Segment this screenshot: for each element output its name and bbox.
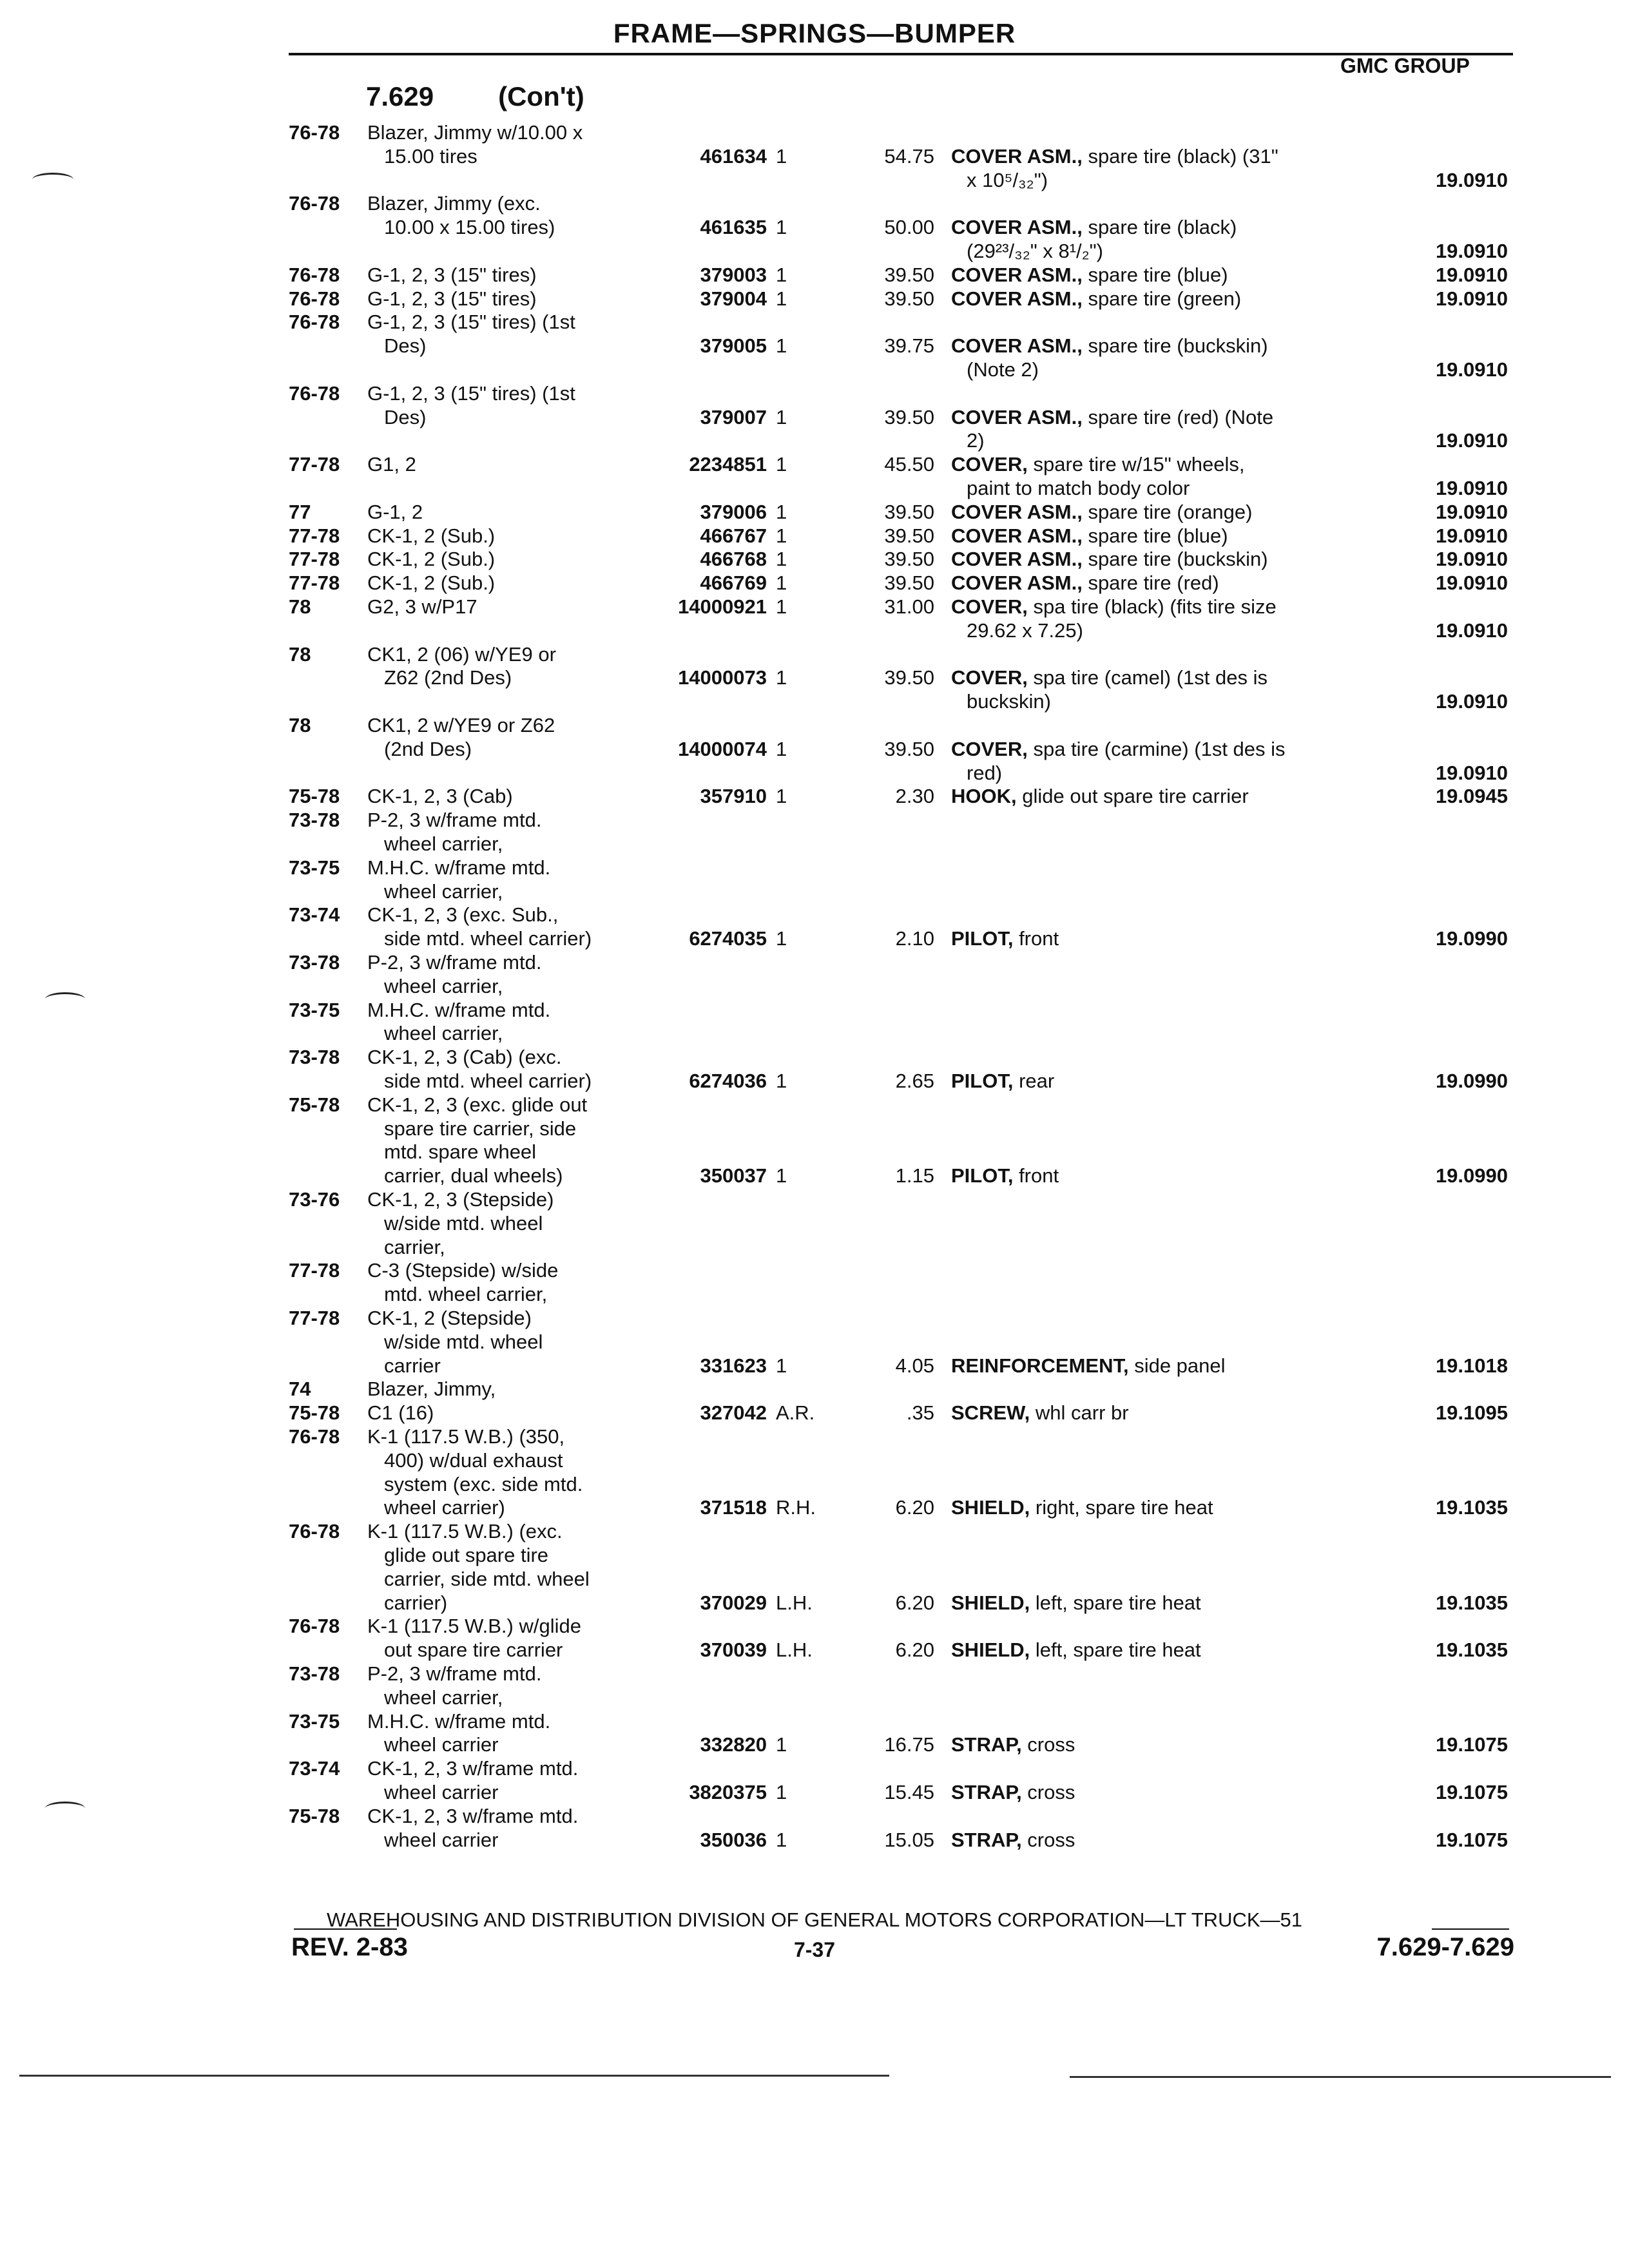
- row-year: 76-78: [289, 311, 340, 334]
- row-year: 73-75: [289, 998, 340, 1021]
- row-part-name-bold: COVER,: [951, 453, 1028, 476]
- row-application: CK-1, 2, 3 (exc. Sub.,: [367, 903, 559, 927]
- row-price: 15.05: [884, 1828, 934, 1851]
- row-year: 77-78: [289, 524, 340, 547]
- row-year: 77: [289, 500, 311, 523]
- row-part-name-bold: SHIELD,: [951, 1591, 1030, 1614]
- row-part-name-cont: x 10⁵/₃₂"): [967, 168, 1048, 191]
- row-application: w/side mtd. wheel: [384, 1211, 543, 1235]
- scan-edge-line: [1070, 2076, 1611, 2078]
- row-application: G-1, 2, 3 (15" tires) (1st: [367, 311, 575, 334]
- row-group-number: 19.0945: [1435, 785, 1508, 808]
- row-part-number: 6274035: [689, 927, 767, 950]
- row-part-name-cont: (29²³/₃₂" x 8¹/₂"): [967, 240, 1103, 262]
- row-part-name: SHIELD, left, spare tire heat: [951, 1591, 1201, 1614]
- row-application: K-1 (117.5 W.B.) w/glide: [367, 1615, 581, 1638]
- row-year: 73-74: [289, 903, 340, 927]
- row-part-name-bold: COVER ASM.,: [951, 524, 1083, 547]
- row-part-name-bold: COVER,: [951, 595, 1028, 618]
- footer-rule-right: [1432, 1928, 1509, 1930]
- row-part-name-bold: HOOK,: [951, 785, 1017, 808]
- row-application: G-1, 2, 3 (15" tires): [367, 287, 537, 310]
- row-application: wheel carrier: [384, 1781, 499, 1803]
- row-part-name: COVER, spa tire (black) (fits tire size: [951, 595, 1277, 618]
- row-quantity: 1: [776, 334, 787, 358]
- row-year: 73-75: [289, 1709, 340, 1733]
- row-application: CK-1, 2, 3 (Cab) (exc.: [367, 1046, 562, 1069]
- row-group-number: 19.1035: [1435, 1496, 1508, 1519]
- row-part-number: 461634: [700, 144, 767, 168]
- row-application: CK-1, 2 (Stepside): [367, 1307, 532, 1329]
- row-group-number: 19.0990: [1435, 1164, 1508, 1187]
- row-quantity: 1: [776, 737, 787, 760]
- row-part-number: 370039: [700, 1639, 767, 1662]
- binder-hole-mark: [45, 1802, 85, 1815]
- row-part-number: 379005: [700, 334, 767, 358]
- row-part-name: COVER ASM., spare tire (blue): [951, 263, 1228, 286]
- row-part-name-bold: PILOT,: [951, 1164, 1014, 1187]
- row-part-name-bold: COVER,: [951, 737, 1028, 760]
- row-application: M.H.C. w/frame mtd.: [367, 1709, 551, 1733]
- row-part-number: 379006: [700, 500, 767, 523]
- row-quantity: R.H.: [776, 1496, 816, 1519]
- row-part-name-cont: 29.62 x 7.25): [967, 619, 1083, 642]
- row-year: 76-78: [289, 287, 340, 310]
- row-application: G-1, 2, 3 (15" tires) (1st: [367, 381, 575, 405]
- row-application: spare tire carrier, side: [384, 1117, 577, 1140]
- row-part-name-bold: SHIELD,: [951, 1639, 1030, 1662]
- row-application: G1, 2: [367, 453, 416, 476]
- row-application: carrier,: [384, 1235, 445, 1258]
- row-part-number: 379003: [700, 263, 767, 286]
- row-part-name-bold: PILOT,: [951, 1070, 1014, 1092]
- row-part-name: PILOT, front: [951, 927, 1059, 950]
- row-quantity: 1: [776, 524, 787, 547]
- page-range: 7.629-7.629: [1376, 1933, 1514, 1961]
- row-part-name: COVER ASM., spare tire (green): [951, 287, 1242, 310]
- row-application: CK-1, 2, 3 w/frame mtd.: [367, 1804, 579, 1827]
- row-application: P-2, 3 w/frame mtd.: [367, 951, 542, 974]
- row-part-number: 350037: [700, 1164, 767, 1187]
- row-part-name-cont: buckskin): [967, 690, 1051, 713]
- row-part-number: 357910: [700, 785, 767, 808]
- row-application: G-1, 2, 3 (15" tires): [367, 263, 537, 286]
- row-quantity: 1: [776, 287, 787, 310]
- row-application: wheel carrier,: [384, 1022, 503, 1045]
- row-part-number: 2234851: [689, 453, 767, 476]
- row-quantity: 1: [776, 595, 787, 618]
- row-year: 78: [289, 595, 311, 618]
- row-application: G2, 3 w/P17: [367, 595, 477, 618]
- row-application: wheel carrier: [384, 1733, 499, 1756]
- row-application: out spare tire carrier: [384, 1639, 563, 1662]
- row-part-number: 327042: [700, 1401, 767, 1425]
- row-quantity: L.H.: [776, 1639, 813, 1662]
- row-part-name-bold: COVER ASM.,: [951, 263, 1083, 286]
- row-group-number: 19.0910: [1435, 287, 1508, 310]
- row-price: 1.15: [895, 1164, 934, 1187]
- row-group-number: 19.1075: [1435, 1781, 1508, 1803]
- row-part-name-bold: SHIELD,: [951, 1496, 1030, 1519]
- row-year: 76-78: [289, 192, 340, 215]
- row-group-number: 19.0910: [1435, 358, 1508, 381]
- row-application: C1 (16): [367, 1401, 434, 1425]
- row-quantity: 1: [776, 572, 787, 595]
- binder-hole-mark: [45, 992, 85, 1006]
- binder-hole-mark: [32, 173, 73, 186]
- page-number: 7-37: [793, 1938, 836, 1961]
- row-group-number: 19.0910: [1435, 690, 1508, 713]
- row-quantity: 1: [776, 548, 787, 571]
- row-group-number: 19.1075: [1435, 1733, 1508, 1756]
- row-quantity: 1: [776, 1733, 787, 1756]
- row-part-number: 331623: [700, 1354, 767, 1377]
- header-rule: [289, 53, 1513, 55]
- row-group-number: 19.1035: [1435, 1639, 1508, 1662]
- row-application: K-1 (117.5 W.B.) (350,: [367, 1425, 565, 1448]
- row-application: P-2, 3 w/frame mtd.: [367, 809, 542, 832]
- row-price: 2.65: [895, 1070, 934, 1092]
- row-part-name: SCREW, whl carr br: [951, 1401, 1129, 1425]
- row-part-number: 14000074: [678, 737, 767, 760]
- row-price: 39.50: [884, 500, 934, 523]
- row-quantity: 1: [776, 1828, 787, 1851]
- row-group-number: 19.0910: [1435, 429, 1508, 452]
- row-part-number: 332820: [700, 1733, 767, 1756]
- row-year: 76-78: [289, 1425, 340, 1448]
- row-application: C-3 (Stepside) w/side: [367, 1259, 559, 1282]
- row-group-number: 19.0910: [1435, 524, 1508, 547]
- row-application: Des): [384, 405, 427, 428]
- row-application: CK-1, 2, 3 (exc. glide out: [367, 1093, 588, 1116]
- row-application: wheel carrier,: [384, 832, 503, 855]
- row-year: 77-78: [289, 453, 340, 476]
- row-year: 76-78: [289, 1520, 340, 1543]
- row-year: 73-76: [289, 1188, 340, 1211]
- row-application: carrier, side mtd. wheel: [384, 1567, 590, 1590]
- row-part-name-bold: COVER,: [951, 666, 1028, 689]
- row-year: 73-78: [289, 1046, 340, 1069]
- row-part-name-bold: STRAP,: [951, 1733, 1022, 1756]
- row-quantity: 1: [776, 1354, 787, 1377]
- row-part-name-bold: REINFORCEMENT,: [951, 1354, 1129, 1377]
- row-group-number: 19.1035: [1435, 1591, 1508, 1614]
- row-price: 39.50: [884, 524, 934, 547]
- row-price: 39.75: [884, 334, 934, 358]
- row-part-number: 14000921: [678, 595, 767, 618]
- row-group-number: 19.0910: [1435, 548, 1508, 571]
- row-group-number: 19.1075: [1435, 1828, 1508, 1851]
- row-quantity: L.H.: [776, 1591, 813, 1614]
- row-price: 50.00: [884, 216, 934, 239]
- row-application: mtd. wheel carrier,: [384, 1283, 548, 1306]
- row-application: Des): [384, 334, 427, 358]
- row-group-number: 19.0910: [1435, 619, 1508, 642]
- row-part-name-bold: COVER ASM.,: [951, 287, 1083, 310]
- row-part-name: STRAP, cross: [951, 1828, 1075, 1851]
- row-application: Blazer, Jimmy (exc.: [367, 192, 541, 215]
- row-group-number: 19.0910: [1435, 240, 1508, 262]
- row-year: 78: [289, 642, 311, 666]
- row-part-number: 14000073: [678, 666, 767, 689]
- row-application: M.H.C. w/frame mtd.: [367, 856, 551, 879]
- row-group-number: 19.1095: [1435, 1401, 1508, 1425]
- row-part-name-bold: COVER ASM.,: [951, 500, 1083, 523]
- row-year: 77-78: [289, 1307, 340, 1329]
- row-price: 39.50: [884, 666, 934, 689]
- row-application: side mtd. wheel carrier): [384, 927, 592, 950]
- row-part-number: 3820375: [689, 1781, 767, 1803]
- row-part-name: COVER ASM., spare tire (blue): [951, 524, 1228, 547]
- row-year: 73-78: [289, 1662, 340, 1685]
- row-group-number: 19.0910: [1435, 263, 1508, 286]
- revision-label: REV. 2-83: [291, 1933, 408, 1961]
- row-price: 4.05: [895, 1354, 934, 1377]
- row-part-name: COVER ASM., spare tire (red) (Note: [951, 405, 1274, 428]
- row-quantity: 1: [776, 405, 787, 428]
- row-application: side mtd. wheel carrier): [384, 1070, 592, 1092]
- row-part-name: COVER, spare tire w/15" wheels,: [951, 453, 1245, 476]
- row-price: 2.30: [895, 785, 934, 808]
- section-note: (Con't): [498, 81, 584, 111]
- row-part-name: SHIELD, right, spare tire heat: [951, 1496, 1213, 1519]
- row-application: carrier, dual wheels): [384, 1164, 563, 1187]
- row-application: CK1, 2 w/YE9 or Z62: [367, 714, 555, 736]
- row-group-number: 19.0990: [1435, 1070, 1508, 1092]
- row-year: 75-78: [289, 1401, 340, 1425]
- row-quantity: 1: [776, 263, 787, 286]
- row-quantity: 1: [776, 216, 787, 239]
- row-year: 75-78: [289, 1804, 340, 1827]
- row-part-number: 6274036: [689, 1070, 767, 1092]
- row-application: 15.00 tires: [384, 144, 477, 168]
- row-application: (2nd Des): [384, 737, 472, 760]
- row-part-name-bold: STRAP,: [951, 1828, 1022, 1851]
- row-part-name-bold: PILOT,: [951, 927, 1014, 950]
- row-price: 54.75: [884, 144, 934, 168]
- row-part-name: STRAP, cross: [951, 1781, 1075, 1803]
- row-price: 6.20: [895, 1496, 934, 1519]
- row-part-name: COVER ASM., spare tire (buckskin): [951, 548, 1268, 571]
- row-price: 15.45: [884, 1781, 934, 1803]
- row-part-number: 379004: [700, 287, 767, 310]
- row-application: carrier): [384, 1591, 448, 1614]
- row-year: 76-78: [289, 381, 340, 405]
- row-part-name: PILOT, front: [951, 1164, 1059, 1187]
- row-price: 39.50: [884, 405, 934, 428]
- row-part-number: 350036: [700, 1828, 767, 1851]
- row-year: 77-78: [289, 1259, 340, 1282]
- row-price: 6.20: [895, 1591, 934, 1614]
- row-quantity: 1: [776, 500, 787, 523]
- row-part-number: 466769: [700, 572, 767, 595]
- row-part-number: 466767: [700, 524, 767, 547]
- row-price: 45.50: [884, 453, 934, 476]
- group-label: GMC GROUP: [1340, 54, 1470, 77]
- row-application: CK1, 2 (06) w/YE9 or: [367, 642, 556, 666]
- row-quantity: 1: [776, 666, 787, 689]
- row-group-number: 19.1018: [1435, 1354, 1508, 1377]
- row-application: P-2, 3 w/frame mtd.: [367, 1662, 542, 1685]
- row-quantity: 1: [776, 927, 787, 950]
- row-application: w/side mtd. wheel: [384, 1330, 543, 1353]
- row-part-name: COVER, spa tire (carmine) (1st des is: [951, 737, 1286, 760]
- row-price: 39.50: [884, 737, 934, 760]
- row-part-name: COVER ASM., spare tire (orange): [951, 500, 1253, 523]
- row-application: system (exc. side mtd.: [384, 1472, 583, 1495]
- scan-edge-line: [19, 2075, 889, 2077]
- row-price: .35: [906, 1401, 934, 1425]
- row-application: wheel carrier: [384, 1828, 499, 1851]
- row-group-number: 19.0910: [1435, 168, 1508, 191]
- row-price: 39.50: [884, 572, 934, 595]
- row-group-number: 19.0910: [1435, 761, 1508, 784]
- row-price: 31.00: [884, 595, 934, 618]
- row-quantity: 1: [776, 1781, 787, 1803]
- row-application: CK-1, 2, 3 (Cab): [367, 785, 513, 808]
- row-part-number: 370029: [700, 1591, 767, 1614]
- row-price: 2.10: [895, 927, 934, 950]
- row-group-number: 19.0910: [1435, 572, 1508, 595]
- row-price: 39.50: [884, 548, 934, 571]
- row-quantity: 1: [776, 1070, 787, 1092]
- row-year: 77-78: [289, 572, 340, 595]
- row-price: 6.20: [895, 1639, 934, 1662]
- row-application: carrier: [384, 1354, 441, 1377]
- row-part-name-cont: 2): [967, 429, 985, 452]
- row-part-name: COVER ASM., spare tire (black): [951, 216, 1237, 239]
- row-application: CK-1, 2 (Sub.): [367, 524, 496, 547]
- row-part-number: 466768: [700, 548, 767, 571]
- row-price: 16.75: [884, 1733, 934, 1756]
- row-application: wheel carrier,: [384, 974, 503, 997]
- row-year: 76-78: [289, 263, 340, 286]
- row-application: K-1 (117.5 W.B.) (exc.: [367, 1520, 563, 1543]
- row-part-name-bold: SCREW,: [951, 1401, 1030, 1425]
- section-heading: [366, 81, 584, 112]
- row-part-name-bold: STRAP,: [951, 1781, 1022, 1803]
- page-title: FRAME—SPRINGS—BUMPER: [613, 18, 1016, 48]
- row-quantity: 1: [776, 453, 787, 476]
- row-application: 400) w/dual exhaust: [384, 1448, 563, 1472]
- row-quantity: 1: [776, 144, 787, 168]
- row-quantity: A.R.: [776, 1401, 815, 1425]
- row-application: Blazer, Jimmy,: [367, 1378, 496, 1401]
- row-application: wheel carrier,: [384, 1686, 503, 1709]
- row-year: 73-74: [289, 1757, 340, 1780]
- row-price: 39.50: [884, 263, 934, 286]
- row-application: CK-1, 2 (Sub.): [367, 572, 496, 595]
- row-application: wheel carrier): [384, 1496, 505, 1519]
- row-application: Z62 (2nd Des): [384, 666, 512, 689]
- row-part-name-cont: paint to match body color: [967, 477, 1190, 499]
- row-part-name: REINFORCEMENT, side panel: [951, 1354, 1226, 1377]
- row-part-name: HOOK, glide out spare tire carrier: [951, 785, 1249, 808]
- row-part-name: SHIELD, left, spare tire heat: [951, 1639, 1201, 1662]
- row-year: 77-78: [289, 548, 340, 571]
- footer-division: WAREHOUSING AND DISTRIBUTION DIVISION OF GENERAL MOTORS CORPORATION—LT TRUCK—51: [326, 1908, 1303, 1931]
- row-year: 73-78: [289, 809, 340, 832]
- row-part-name: PILOT, rear: [951, 1070, 1055, 1092]
- row-year: 75-78: [289, 785, 340, 808]
- row-year: 73-75: [289, 856, 340, 879]
- row-year: 76-78: [289, 121, 340, 144]
- row-quantity: 1: [776, 785, 787, 808]
- row-part-number: 461635: [700, 216, 767, 239]
- row-part-name-bold: COVER ASM.,: [951, 144, 1083, 168]
- row-part-number: 371518: [700, 1496, 767, 1519]
- row-part-name-bold: COVER ASM.,: [951, 572, 1083, 595]
- row-application: 10.00 x 15.00 tires): [384, 216, 555, 239]
- row-part-number: 379007: [700, 405, 767, 428]
- row-year: 75-78: [289, 1093, 340, 1116]
- row-year: 74: [289, 1378, 311, 1401]
- row-year: 76-78: [289, 1615, 340, 1638]
- row-part-name-bold: COVER ASM.,: [951, 334, 1083, 358]
- row-application: wheel carrier,: [384, 879, 503, 903]
- row-part-name-bold: COVER ASM.,: [951, 548, 1083, 571]
- row-part-name: COVER ASM., spare tire (red): [951, 572, 1219, 595]
- row-part-name-cont: red): [967, 761, 1003, 784]
- row-group-number: 19.0990: [1435, 927, 1508, 950]
- row-group-number: 19.0910: [1435, 477, 1508, 499]
- row-group-number: 19.0910: [1435, 500, 1508, 523]
- row-application: G-1, 2: [367, 500, 423, 523]
- row-application: mtd. spare wheel: [384, 1140, 537, 1164]
- row-part-name-bold: COVER ASM.,: [951, 405, 1083, 428]
- row-part-name: COVER, spa tire (camel) (1st des is: [951, 666, 1268, 689]
- row-part-name-cont: (Note 2): [967, 358, 1039, 381]
- row-price: 39.50: [884, 287, 934, 310]
- row-part-name: COVER ASM., spare tire (buckskin): [951, 334, 1268, 358]
- row-application: Blazer, Jimmy w/10.00 x: [367, 121, 583, 144]
- section-number: 7.629: [366, 81, 434, 111]
- row-year: 73-78: [289, 951, 340, 974]
- row-application: CK-1, 2 (Sub.): [367, 548, 496, 571]
- row-application: glide out spare tire: [384, 1544, 549, 1566]
- row-quantity: 1: [776, 1164, 787, 1187]
- row-part-name: STRAP, cross: [951, 1733, 1075, 1756]
- row-application: CK-1, 2, 3 w/frame mtd.: [367, 1757, 579, 1780]
- row-application: M.H.C. w/frame mtd.: [367, 998, 551, 1021]
- row-year: 78: [289, 714, 311, 736]
- row-application: CK-1, 2, 3 (Stepside): [367, 1188, 554, 1211]
- row-part-name: COVER ASM., spare tire (black) (31": [951, 144, 1278, 168]
- row-part-name-bold: COVER ASM.,: [951, 216, 1083, 239]
